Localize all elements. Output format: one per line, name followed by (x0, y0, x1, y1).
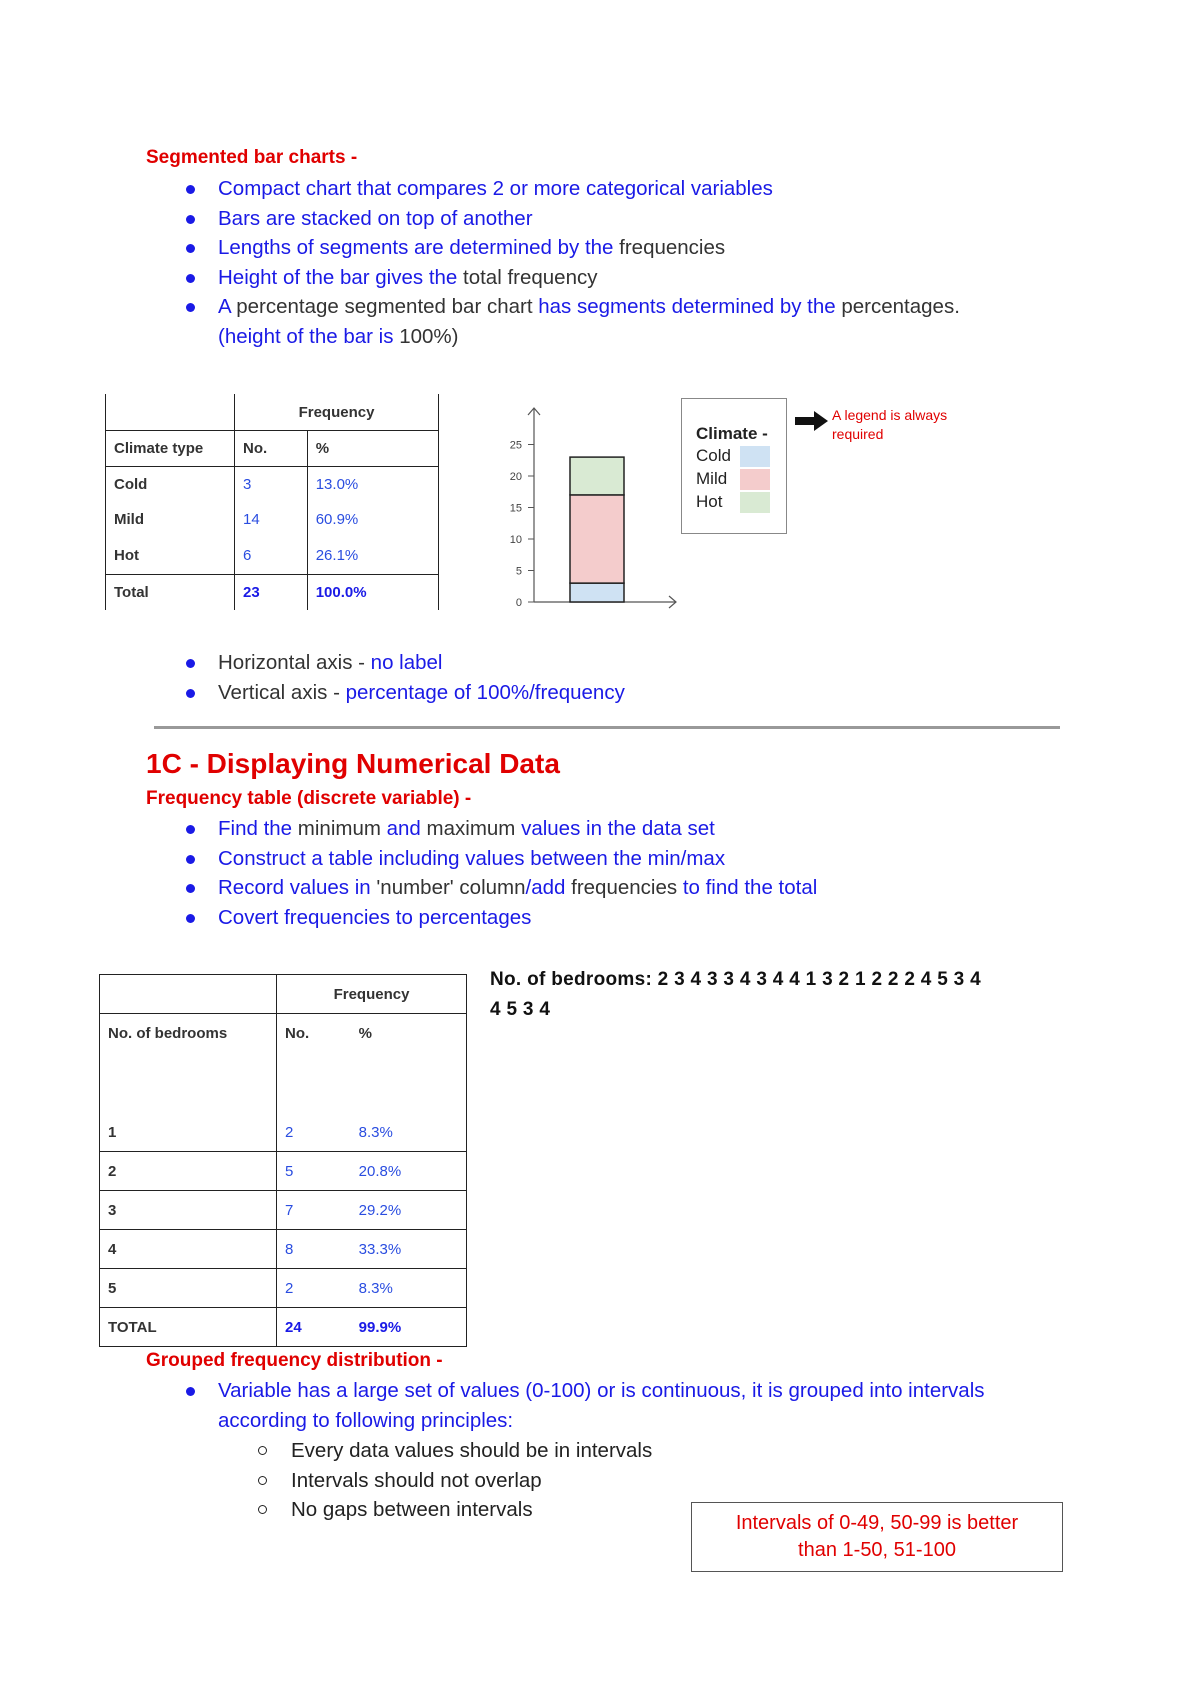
table-total-row (100, 1308, 467, 1347)
table-cell: TOTAL (100, 1308, 277, 1347)
list-item (146, 814, 1146, 844)
bar-segment-mild (570, 495, 624, 583)
list-item: No gaps between intervals (146, 1495, 1146, 1525)
section-heading-segmented-bar-charts: Segmented bar charts - (146, 147, 358, 168)
bullet-text: Variable has a large set of values (0-100) or is continuous, it is grouped into intervals (218, 1379, 985, 1402)
bullet-text: percentage segmented bar chart (236, 295, 539, 318)
y-tick-label: 0 (515, 597, 522, 609)
list-item (146, 233, 1146, 263)
list-item: Intervals should not overlap (146, 1466, 1146, 1496)
bullet-text: Compact chart that compares 2 or more categorical variables (218, 177, 773, 200)
bullet-text: Bars are stacked on top of another (218, 206, 533, 230)
legend-item (696, 469, 776, 491)
y-tick-label: 15 (509, 502, 522, 515)
frequency-table-heading: Frequency table (discrete variable) - (146, 788, 472, 809)
table-cell: Mild (106, 502, 235, 538)
legend-swatch (740, 492, 770, 513)
bullet-text: /add (525, 876, 572, 899)
bullet-text: Record values in (218, 876, 377, 899)
bullet-text: Covert frequencies to percentages (218, 905, 532, 929)
table-header-row (100, 1014, 467, 1113)
table-cell: 60.9% (307, 502, 438, 538)
legend-label: Hot (696, 492, 723, 511)
segmented-bar-chart (490, 388, 710, 618)
table-cell: 100.0% (307, 574, 438, 610)
table-corner-cell (106, 394, 235, 430)
table-cell: 3 (235, 466, 308, 502)
table-row (106, 466, 439, 502)
axis-bullets (146, 648, 1146, 707)
legend-item (696, 446, 776, 468)
bullet-text: maximum (426, 817, 522, 840)
bedroom-frequency-table (99, 974, 467, 1347)
y-tick-label: 10 (509, 534, 522, 546)
list-item (146, 844, 1146, 874)
bullet-text: percentage of 100%/frequency (345, 680, 625, 704)
table-row (100, 1269, 467, 1308)
table-cell: 4 (100, 1230, 277, 1269)
bedrooms-data-set (490, 965, 981, 1025)
bullet-text: 100%) (399, 324, 459, 348)
table-cell: Cold (106, 466, 235, 502)
grouped-frequency-bullets (146, 1376, 1146, 1435)
list-item: Every data values should be in intervals (146, 1436, 1146, 1466)
table-cell: 29.2% (351, 1191, 467, 1230)
table-row (100, 1152, 467, 1191)
legend-item (696, 492, 776, 514)
y-tick-label: 5 (515, 565, 522, 578)
list-item (146, 204, 1146, 234)
table-header-row (106, 430, 439, 466)
y-tick-label: 25 (509, 439, 522, 452)
table-total-row (106, 574, 439, 610)
bullet-text: Vertical axis - (218, 680, 346, 704)
bullet-text: frequencies (619, 236, 726, 259)
bar-segment-hot (570, 457, 624, 495)
bullet-text: has segments determined by the (538, 295, 842, 318)
table-row (106, 538, 439, 574)
column-header: No. of bedrooms (100, 1014, 277, 1113)
frequency-table-bullets (146, 814, 1146, 932)
list-item (146, 174, 1146, 204)
table-cell: 99.9% (351, 1308, 467, 1347)
bullet-text: 'number' column (376, 876, 526, 899)
frequency-header: Frequency (235, 394, 439, 430)
table-cell: 7 (277, 1191, 351, 1230)
bullet-text: minimum (297, 817, 387, 840)
table-cell: 33.3% (351, 1230, 467, 1269)
list-item (146, 678, 1146, 708)
table-cell: 23 (235, 574, 308, 610)
bar-segment-cold (570, 583, 624, 602)
list-item (146, 648, 1146, 678)
table-cell: 2 (285, 1123, 294, 1141)
table-cell: 13.0% (307, 466, 438, 502)
list-item (146, 903, 1146, 933)
bullet-text: frequencies (571, 876, 683, 899)
section-title-displaying-numerical-data: 1C - Displaying Numerical Data (146, 748, 560, 779)
table-row (100, 1230, 467, 1269)
chart-legend (681, 398, 787, 534)
list-item (146, 292, 1146, 351)
table-cell: 2 (100, 1152, 277, 1191)
frequency-header: Frequency (277, 975, 467, 1014)
column-header: Climate type (106, 430, 235, 466)
table-cell: Hot (106, 538, 235, 574)
note-line2: than 1-50, 51-100 (798, 1539, 956, 1561)
column-header: No. (235, 430, 308, 466)
table-cell: 5 (277, 1152, 351, 1191)
table-cell: 14 (235, 502, 308, 538)
section-divider (154, 726, 1060, 729)
segmented-bar-bullets (146, 174, 1146, 351)
right-arrow-icon (795, 410, 831, 432)
bedrooms-data-line1: No. of bedrooms: 2 3 4 3 3 4 3 4 4 1 3 2 1 2 2 2 4 5 3 4 (490, 969, 981, 990)
bullet-text: to find the total (682, 876, 818, 899)
grouped-frequency-heading: Grouped frequency distribution - (146, 1350, 443, 1371)
bullet-text: total frequency (463, 265, 598, 289)
bullet-text: percentages. (841, 295, 960, 318)
bullet-text: A (218, 295, 237, 318)
bullet-text: Find the (218, 817, 298, 840)
table-row (100, 1191, 467, 1230)
legend-title: Climate - (696, 424, 768, 443)
table-cell: 1 (100, 1113, 277, 1152)
table-cell: 8.3% (358, 1123, 393, 1141)
bullet-text: according to following principles: (218, 1408, 514, 1432)
table-cell: 8 (277, 1230, 351, 1269)
column-header: % (307, 430, 438, 466)
column-header: % (351, 1014, 467, 1113)
table-cell: 6 (235, 538, 308, 574)
column-header: No. (277, 1014, 351, 1113)
legend-label: Mild (696, 469, 728, 488)
y-tick-label: 20 (509, 471, 522, 483)
bullet-text: (height of the bar is (218, 324, 400, 348)
table-cell: 24 (277, 1308, 351, 1347)
table-cell: 26.1% (307, 538, 438, 574)
table-cell: 8.3% (351, 1269, 467, 1308)
bullet-text: values in the data set (521, 817, 715, 840)
legend-swatch (740, 446, 770, 467)
list-item (146, 1376, 1146, 1435)
bullet-text: Lengths of segments are determined by the (218, 236, 620, 259)
table-cell: 20.8% (351, 1152, 467, 1191)
table-cell: Total (106, 574, 235, 610)
bullet-text: Horizontal axis - (218, 651, 371, 674)
note-line1: Intervals of 0-49, 50-99 is better (735, 1512, 1019, 1534)
legend-label: Cold (696, 446, 731, 465)
climate-frequency-table (105, 394, 439, 610)
bedrooms-data-line2: 4 5 3 4 (490, 999, 551, 1020)
table-row (100, 1113, 467, 1152)
legend-swatch (740, 469, 770, 490)
table-row (106, 502, 439, 538)
interval-note-box (691, 1502, 1063, 1572)
table-corner-cell (100, 975, 277, 1014)
list-item (146, 873, 1146, 903)
table-cell: 5 (100, 1269, 277, 1308)
list-item (146, 263, 1146, 293)
legend-note: A legend is always required (832, 407, 948, 442)
bullet-text: Height of the bar gives the (218, 265, 464, 289)
table-cell: 2 (277, 1269, 351, 1308)
bullet-text: Construct a table including values between the min/max (218, 846, 726, 870)
bullet-text: and (386, 817, 427, 840)
bullet-text: no label (370, 651, 443, 674)
table-cell: 3 (100, 1191, 277, 1230)
